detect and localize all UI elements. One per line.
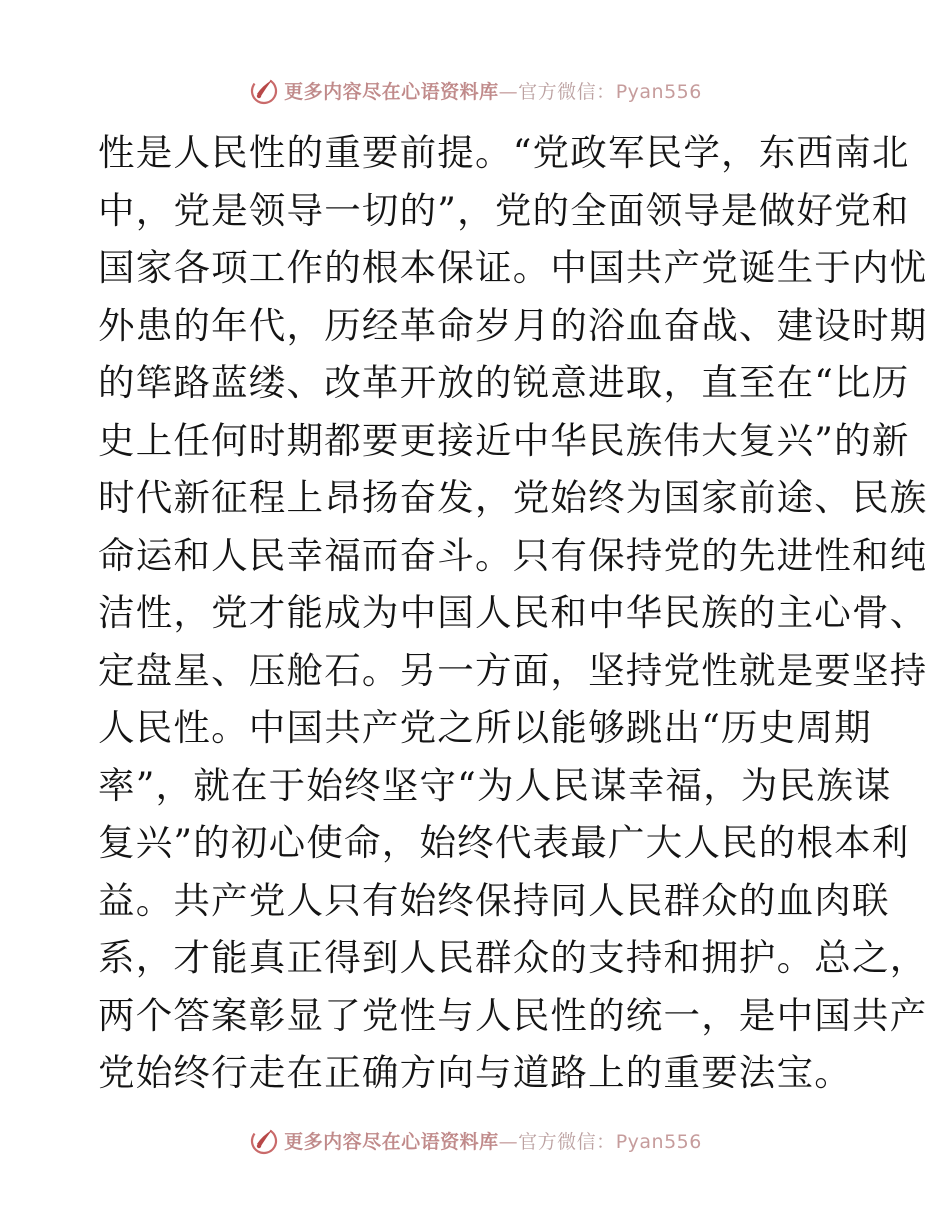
- body-line: 命运和人民幸福而奋斗。只有保持党的先进性和纯: [98, 533, 928, 577]
- header-banner: [0, 72, 950, 108]
- footer-brand: 更多内容尽在心语资料库: [284, 1130, 499, 1153]
- ink-brush-logo-icon: [248, 1124, 280, 1156]
- body-line: 两个答案彰显了党性与人民性的统一，是中国共产: [98, 993, 928, 1037]
- footer-wechat-id: Pyan556: [615, 1130, 702, 1153]
- body-line: 益。共产党人只有始终保持同人民群众的血肉联: [98, 878, 890, 922]
- body-line: 时代新征程上昂扬奋发，党始终为国家前途、民族: [98, 476, 928, 519]
- ink-brush-logo-icon: [248, 74, 280, 106]
- footer-separator: —: [498, 1130, 519, 1153]
- body-line: 的筚路蓝缕、改革开放的锐意进取，直至在“比历: [98, 361, 910, 404]
- header-wechat-id: Pyan556: [615, 80, 702, 103]
- article-body: [98, 124, 928, 1102]
- body-line: 系，才能真正得到人民群众的支持和拥护。总之，: [98, 936, 928, 979]
- footer-label: 官方微信：: [518, 1130, 616, 1153]
- body-line: 洁性，党才能成为中国人民和中华民族的主心骨、: [98, 591, 928, 634]
- body-line: 性是人民性的重要前提。“党政军民学，东西南北: [98, 131, 910, 174]
- body-line: 党始终行走在正确方向与道路上的重要法宝。: [98, 1051, 852, 1094]
- body-line: 复兴”的初心使命，始终代表最广大人民的根本利: [98, 821, 910, 864]
- footer-banner: [0, 1122, 950, 1158]
- body-line: 率”，就在于始终坚守“为人民谋幸福，为民族谋: [98, 763, 892, 807]
- body-line: 国家各项工作的根本保证。中国共产党诞生于内忧: [98, 246, 928, 289]
- body-line: 定盘星、压舱石。另一方面，坚持党性就是要坚持: [98, 648, 928, 692]
- body-line: 史上任何时期都要更接近中华民族伟大复兴”的新: [98, 418, 910, 462]
- header-separator: —: [498, 80, 519, 103]
- body-line: 中，党是领导一切的”，党的全面领导是做好党和: [98, 188, 910, 232]
- header-banner-text: [284, 77, 702, 104]
- footer-banner-text: [284, 1127, 702, 1154]
- body-line: 人民性。中国共产党之所以能够跳出“历史周期: [98, 706, 872, 749]
- header-label: 官方微信：: [518, 80, 616, 103]
- header-brand: 更多内容尽在心语资料库: [284, 80, 499, 103]
- body-line: 外患的年代，历经革命岁月的浴血奋战、建设时期: [98, 303, 928, 347]
